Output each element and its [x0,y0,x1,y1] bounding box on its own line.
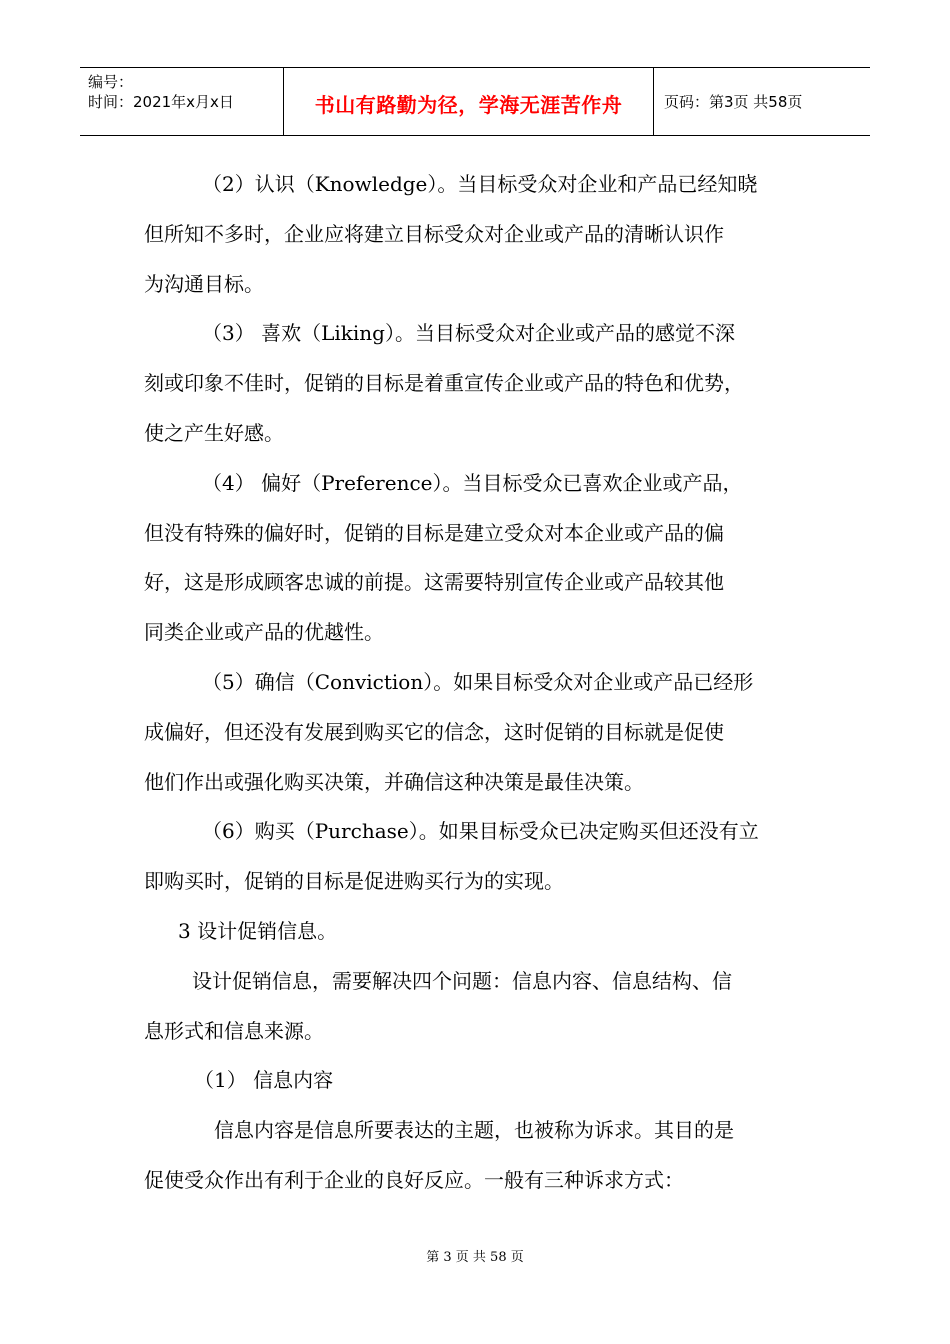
text-line: （5）确信（Conviction）。如果目标受众对企业或产品已经形 [202,669,754,694]
page-footer: 第 3 页 共 58 页 [426,1250,524,1265]
text-line: 信息内容是信息所要表达的主题，也被称为诉求。其目的是 [214,1118,734,1143]
body-text [144,160,816,1206]
page-info: 页码：第3页 共58页 [664,93,803,111]
text-line: 促使受众作出有利于企业的良好反应。一般有三种诉求方式： [144,1167,684,1192]
text-line: 成偏好，但还没有发展到购买它的信念，这时促销的目标就是促使 [144,719,724,744]
text-line: 为沟通目标。 [144,271,264,296]
text-line: 但所知不多时，企业应将建立目标受众对企业或产品的清晰认识作 [144,221,724,246]
header-motto-cell [284,68,654,135]
text-line: 即购买时，促销的目标是促进购买行为的实现。 [144,869,564,894]
text-line: 他们作出或强化购买决策，并确信这种决策是最佳决策。 [144,769,644,794]
subsection-heading: （1） 信息内容 [194,1068,334,1093]
header-page-cell [654,68,870,135]
text-line: 同类企业或产品的优越性。 [144,620,384,645]
text-line: 息形式和信息来源。 [144,1018,324,1043]
text-line: 使之产生好感。 [144,420,284,445]
header-meta-cell [80,68,284,135]
section-heading: 3 设计促销信息。 [178,918,338,943]
text-line: （4） 偏好（Preference）。当目标受众已喜欢企业或产品， [202,470,743,495]
text-line: （6）购买（Purchase）。如果目标受众已决定购买但还没有立 [202,819,759,844]
time-label: 时间：2021年x月x日 [88,93,234,111]
text-line: 好，这是形成顾客忠诚的前提。这需要特别宣传企业或产品较其他 [144,570,724,595]
text-line: 刻或印象不佳时，促销的目标是着重宣传企业或产品的特色和优势， [144,371,744,396]
text-line: 但没有特殊的偏好时，促销的目标是建立受众对本企业或产品的偏 [144,520,724,545]
motto-text: 书山有路勤为径，学海无涯苦作舟 [314,93,623,117]
text-line: （2）认识（Knowledge）。当目标受众对企业和产品已经知晓 [202,172,758,196]
number-label: 编号： [88,73,134,91]
text-line: 设计促销信息，需要解决四个问题：信息内容、信息结构、信 [192,968,732,993]
page-header [80,67,870,136]
text-line: （3） 喜欢（Liking）。当目标受众对企业或产品的感觉不深 [202,321,735,346]
